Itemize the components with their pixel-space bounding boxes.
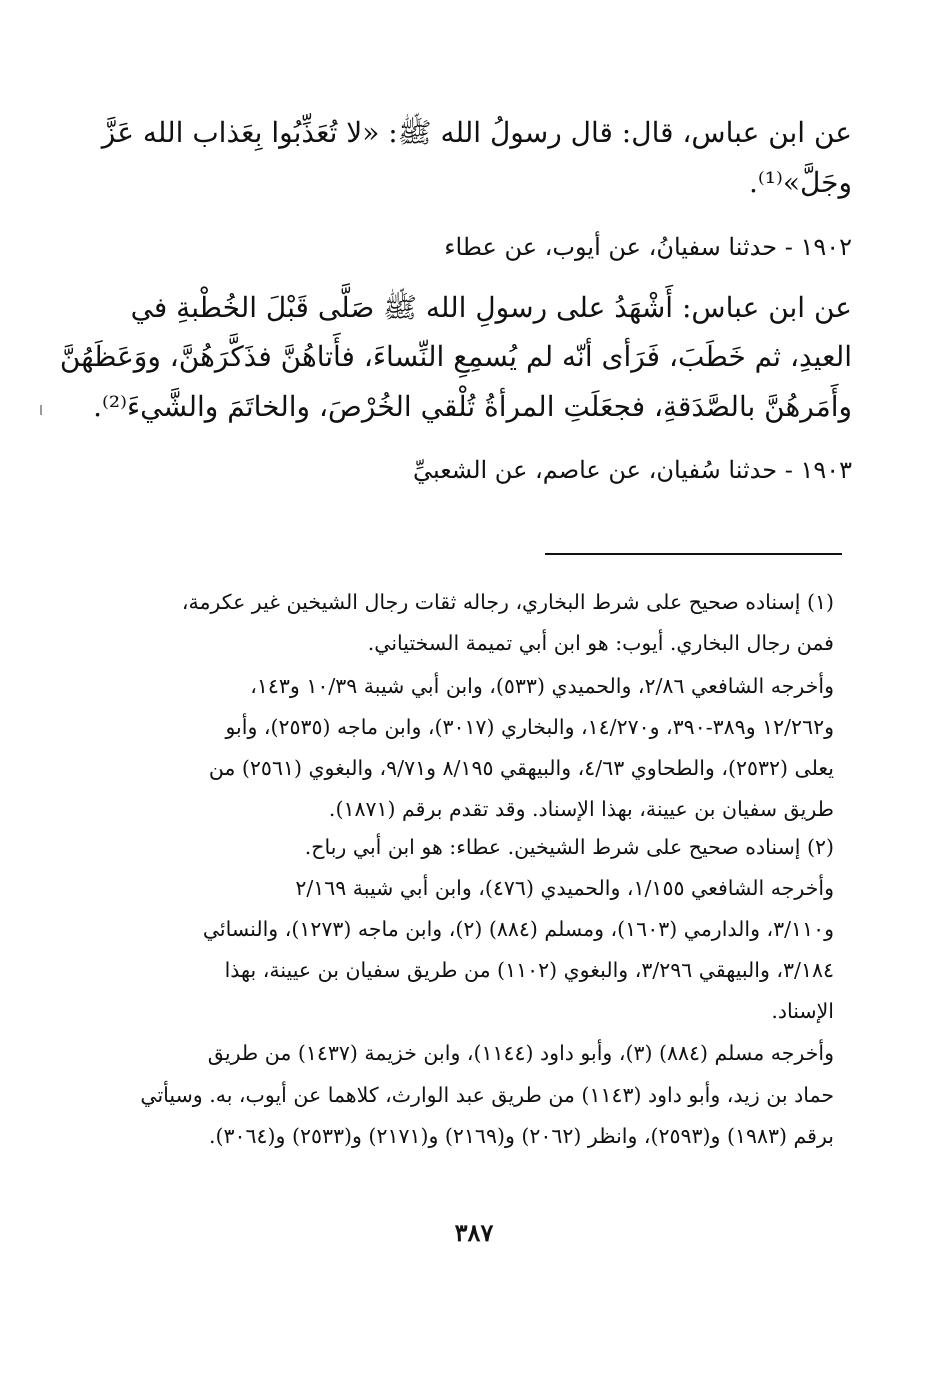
footnote-line: الإسناد. xyxy=(771,999,834,1023)
hadith-line: وجَلَّ»⁽¹⁾. xyxy=(748,166,852,199)
page-number: ٣٨٧ xyxy=(454,1218,494,1247)
margin-mark xyxy=(40,405,42,415)
footnote-line: فمن رجال البخاري. أيوب: هو ابن أبي تميمة السختياني. xyxy=(367,631,834,655)
footnote-line: حماد بن زيد، وأبو داود (١١٤٣) من طريق عبد الوارث، كلاهما عن أيوب، به. وسيأتي xyxy=(140,1083,834,1107)
footnote-line: وأخرجه الشافعي ٢/٨٦، والحميدي (٥٣٣)، وابن أبي شيبة ١٠/٣٩ و١٤٣، xyxy=(250,674,834,698)
footnote-line: طريق سفيان بن عيينة، بهذا الإسناد. وقد تقدم برقم (١٨٧١). xyxy=(328,797,834,821)
hadith-chain-1903: ١٩٠٣ - حدثنا سُفيان، عن عاصم، عن الشعبيِّ xyxy=(412,456,852,484)
hadith-line: عن ابن عباس، قال: قال رسولُ الله ﷺ: «لا تُعَذِّبُوا بِعَذاب الله عَزَّ xyxy=(101,116,852,149)
hadith-chain-1902: ١٩٠٢ - حدثنا سفيانُ، عن أيوب، عن عطاء xyxy=(444,233,852,261)
footnote-line: يعلى (٢٥٣٢)، والطحاوي ٤/٦٣، والبيهقي ٨/١٩٥ و٩/٧١، والبغوي (٢٥٦١) من xyxy=(208,756,834,780)
hadith-line: العيدِ، ثم خَطَبَ، فَرَأى أنّه لم يُسمِعِ النِّساءَ، فأَتاهُنَّ فذَكَّرَهُنَّ، ووَعَظَهُنَّ xyxy=(59,340,852,373)
footnote-line: ٣/١٨٤، والبيهقي ٣/٢٩٦، والبغوي (١١٠٢) من طريق سفيان بن عيينة، بهذا xyxy=(224,958,834,982)
footnote-separator xyxy=(545,553,842,555)
footnote-line: (١) إسناده صحيح على شرط البخاري، رجاله ثقات رجال الشيخين غير عكرمة، xyxy=(181,590,834,614)
footnote-line: وأخرجه الشافعي ١/١٥٥، والحميدي (٤٧٦)، وابن أبي شيبة ٢/١٦٩ xyxy=(295,876,834,900)
footnote-line: برقم (١٩٨٣) و(٢٥٩٣)، وانظر (٢٠٦٢) و(٢١٦٩) و(٢١٧١) و(٢٥٣٣) و(٣٠٦٤). xyxy=(208,1124,834,1148)
footnote-line: و٣/١١٠، والدارمي (١٦٠٣)، ومسلم (٨٨٤) (٢)، وابن ماجه (١٢٧٣)، والنسائي xyxy=(202,917,834,941)
footnote-line: (٢) إسناده صحيح على شرط الشيخين. عطاء: هو ابن أبي رباح. xyxy=(304,835,834,859)
footnote-line: و١٢/٢٦٢ و٣٨٩-٣٩٠، و١٤/٢٧٠، والبخاري (٣٠١٧)، وابن ماجه (٢٥٣٥)، وأبو xyxy=(225,715,834,739)
hadith-line: عن ابن عباس: أَشْهَدُ على رسولِ الله ﷺ صَلَّى قَبْلَ الخُطْبةِ في xyxy=(130,291,852,324)
hadith-line: وأَمَرهُنَّ بالصَّدَقةِ، فجعَلَتِ المرأةُ تُلْقي الخُرْصَ، والخاتَمَ والشَّيءَ⁽²⁾. xyxy=(93,390,852,423)
footnote-line: وأخرجه مسلم (٨٨٤) (٣)، وأبو داود (١١٤٤)، وابن خزيمة (١٤٣٧) من طريق xyxy=(207,1041,834,1065)
